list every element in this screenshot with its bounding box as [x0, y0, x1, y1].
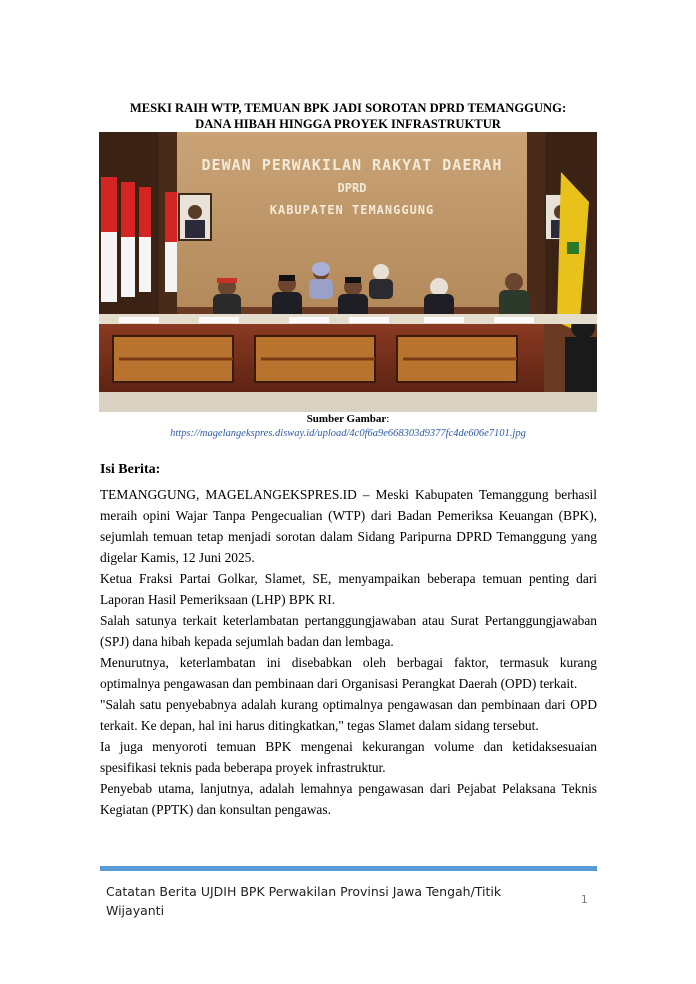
article-title — [96, 100, 600, 132]
floor — [99, 392, 597, 412]
wall-sign-line-3: KABUPATEN TEMANGGUNG — [269, 203, 435, 217]
article-title-line-2: DANA HIBAH HINGGA PROYEK INFRASTRUKTUR — [195, 117, 501, 131]
article-body — [100, 484, 597, 820]
paragraph: TEMANGGUNG, MAGELANGEKSPRES.ID – Meski Kabupaten Temanggung berhasil meraih opini Wajar Tanpa Pengecualian (WTP) dari Badan Pemeriksa Keuangan (BPK), sejumlah temuan tetap menjadi sorotan dalam Sidang Paripurna DPRD Temanggung yang digelar Kamis, 12 Juni 2025. — [100, 487, 597, 565]
image-caption — [96, 413, 600, 426]
flags-left — [101, 177, 177, 302]
news-photo — [99, 132, 597, 412]
wall-sign-line-2: DPRD — [337, 181, 367, 195]
paragraph: Menurutnya, keterlambatan ini disebabkan oleh berbagai faktor, termasuk kurang optimalnya pengawasan dan pembinaan dari Organisasi Perangkat Daerah (OPD) terkait. — [100, 655, 597, 691]
paragraph: Penyebab utama, lanjutnya, adalah lemahnya pengawasan dari Pejabat Pelaksana Teknis Kegiatan (PPTK) dan konsultan pengawas. — [100, 781, 597, 817]
section-heading: Isi Berita: — [100, 462, 161, 477]
paragraph: Ketua Fraksi Partai Golkar, Slamet, SE, menyampaikan beberapa temuan penting dari Laporan Hasil Pemeriksaan (LHP) BPK RI. — [100, 571, 597, 607]
wall-sign-line-1: DEWAN PERWAKILAN RAKYAT DAERAH — [201, 156, 503, 174]
page-number: 1 — [581, 894, 588, 906]
paragraph: "Salah satu penyebabnya adalah kurang optimalnya pengawasan dan pembinaan dari OPD terkait. Ke depan, hal ini harus ditingkatkan," tegas Slamet dalam sidang tersebut. — [100, 697, 597, 733]
caption-colon: : — [386, 413, 390, 425]
article-title-line-1: MESKI RAIH WTP, TEMUAN BPK JADI SOROTAN DPRD TEMANGGUNG: — [129, 101, 567, 115]
caption-source-link[interactable]: https://magelangekspres.disway.id/upload/4c0f6a9e668303d9377fc4de606e7101.jpg — [170, 428, 526, 439]
paragraph: Salah satunya terkait keterlambatan pertanggungjawaban atau Surat Pertanggungjawaban (SPJ) dana hibah kepada sejumlah badan dan lembaga. — [100, 613, 597, 649]
caption-label: Sumber Gambar — [306, 413, 387, 425]
paragraph: Ia juga menyoroti temuan BPK mengenai kekurangan volume dan ketidaksesuaian spesifikasi teknis pada beberapa proyek infrastruktur. — [100, 739, 597, 775]
footer-note: Catatan Berita UJDIH BPK Perwakilan Provinsi Jawa Tengah/Titik Wijayanti — [106, 884, 502, 918]
footer-divider — [100, 866, 597, 871]
